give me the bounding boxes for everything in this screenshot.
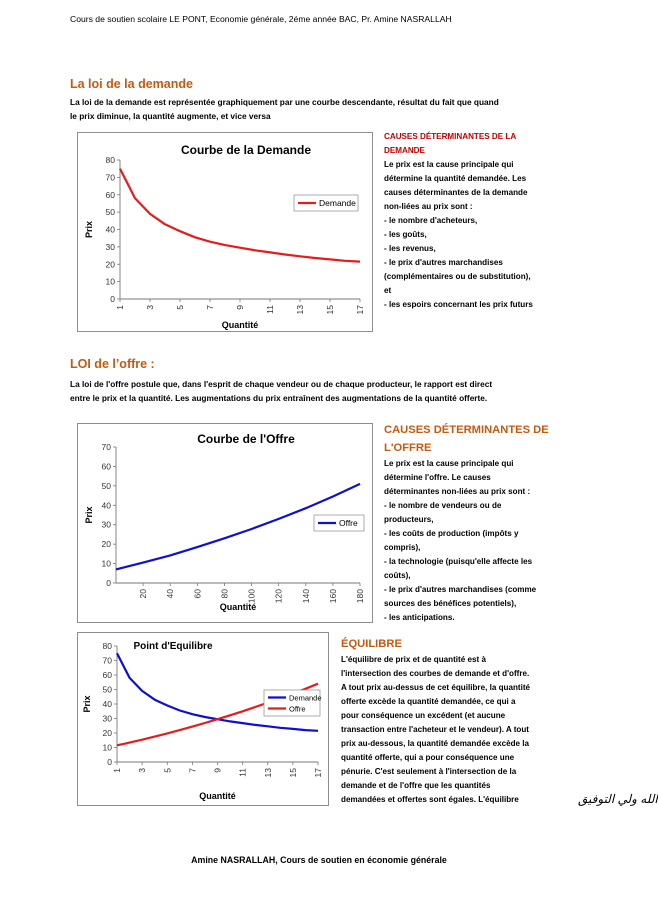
y-tick-label: 50 xyxy=(101,480,111,491)
x-tick-label: 7 xyxy=(205,305,215,310)
chart-title: Courbe de l'Offre xyxy=(197,432,295,446)
supply-cause-line: détermine l'offre. Le causes xyxy=(384,473,491,482)
demand-causes-title: DEMANDE xyxy=(384,146,425,155)
y-tick-label: 30 xyxy=(102,713,112,724)
y-tick-label: 70 xyxy=(101,442,111,452)
legend-label: Offre xyxy=(339,518,358,528)
supply-cause-line: déterminantes non-liées au prix sont : xyxy=(384,487,531,496)
demand-cause-line: - les espoirs concernant les prix futurs xyxy=(384,300,533,309)
supply-intro-line: La loi de l'offre postule que, dans l'esprit de chaque vendeur ou de chaque producteur, le rapport est direct xyxy=(70,379,493,389)
x-tick-label: 11 xyxy=(265,305,275,314)
x-tick-label: 3 xyxy=(137,768,148,773)
signature-calligraphy: الله ولي التوفيق xyxy=(578,792,658,806)
y-tick-label: 0 xyxy=(107,757,112,767)
supply-chart xyxy=(78,424,372,622)
supply-cause-line: - les anticipations. xyxy=(384,613,455,622)
x-tick-label: 9 xyxy=(212,768,223,773)
supply-cause-line: Le prix est la cause principale qui xyxy=(384,459,514,468)
supply-cause-line: - le prix d'autres marchandises (comme xyxy=(384,585,537,594)
demand-cause-line: - le prix d'autres marchandises xyxy=(384,258,503,267)
y-tick-label: 40 xyxy=(101,500,111,511)
demand-cause-line: - les revenus, xyxy=(384,244,436,253)
demand-causes xyxy=(384,130,533,312)
x-tick-label: 1 xyxy=(115,305,125,310)
y-tick-label: 20 xyxy=(101,539,111,550)
y-tick-label: 40 xyxy=(105,224,115,235)
supply-causes-title: L'OFFRE xyxy=(384,442,432,454)
legend-label: Offre xyxy=(289,704,306,714)
equilibrium-line: A tout prix au-dessus de cet équilibre, la quantité xyxy=(341,683,531,692)
supply-cause-line: - la technologie (puisqu'elle affecte les xyxy=(384,557,533,566)
x-tick-label: 7 xyxy=(187,768,198,773)
y-tick-label: 70 xyxy=(102,655,112,666)
chart-title: Point d'Equilibre xyxy=(133,641,213,652)
y-tick-label: 10 xyxy=(105,276,115,287)
equilibrium-line: demande et de l'offre que les quantités xyxy=(341,781,491,790)
x-tick-label: 140 xyxy=(300,589,311,604)
y-tick-label: 20 xyxy=(102,728,112,738)
y-axis-title: Prix xyxy=(84,506,94,524)
demand-cause-line: Le prix est la cause principale qui xyxy=(384,160,514,169)
x-tick-label: 160 xyxy=(327,589,338,604)
x-axis-title: Quantité xyxy=(221,320,259,330)
y-tick-label: 30 xyxy=(105,241,115,252)
x-axis-title: Quantité xyxy=(199,791,236,801)
demand-cause-line: - les goûts, xyxy=(384,230,427,239)
equilibrium-line: demandées et offertes sont égales. L'équilibre xyxy=(341,795,519,804)
x-tick-label: 5 xyxy=(162,768,173,773)
supply-causes xyxy=(384,421,549,625)
x-tick-label: 60 xyxy=(192,589,203,599)
supply-cause-line: - les coûts de production (impôts y xyxy=(384,529,519,538)
y-tick-label: 0 xyxy=(106,578,111,588)
x-axis-title: Quantité xyxy=(219,602,257,612)
y-tick-label: 80 xyxy=(102,641,112,651)
y-tick-label: 40 xyxy=(102,699,112,709)
demand-chart xyxy=(78,133,372,331)
demand-cause-line: et xyxy=(384,286,392,295)
supply-cause-line: producteurs, xyxy=(384,515,434,524)
supply-causes-title: CAUSES DÉTERMINANTES DE xyxy=(384,424,549,436)
y-tick-label: 70 xyxy=(105,172,115,183)
y-tick-label: 50 xyxy=(102,684,112,695)
demand-intro-line: le prix diminue, la quantité augmente, et vice versa xyxy=(70,111,271,121)
x-tick-label: 17 xyxy=(313,768,323,778)
demand-intro xyxy=(70,95,630,123)
x-tick-label: 180 xyxy=(355,589,365,604)
series-line-demande xyxy=(120,169,360,262)
equilibrium-line: l'intersection des courbes de demande et d'offre. xyxy=(341,669,530,678)
y-tick-label: 0 xyxy=(110,294,115,304)
legend-label: Demande xyxy=(289,693,322,703)
y-tick-label: 10 xyxy=(102,742,112,753)
supply-cause-line: coûts), xyxy=(384,571,411,580)
x-tick-label: 40 xyxy=(165,589,176,599)
x-tick-label: 15 xyxy=(287,768,298,778)
x-tick-label: 15 xyxy=(325,305,335,315)
y-tick-label: 60 xyxy=(105,189,115,200)
supply-intro xyxy=(70,377,630,405)
y-tick-label: 10 xyxy=(101,558,111,569)
x-tick-label: 20 xyxy=(138,589,149,599)
demand-cause-line: détermine la quantité demandée. Les xyxy=(384,174,527,183)
y-tick-label: 20 xyxy=(105,259,115,270)
x-tick-label: 120 xyxy=(273,589,284,604)
supply-cause-line: sources des bénéfices potentiels), xyxy=(384,599,517,608)
demand-cause-line: - le nombre d'acheteurs, xyxy=(384,216,478,225)
chart-title: Courbe de la Demande xyxy=(180,143,312,157)
supply-chart-frame xyxy=(77,423,373,623)
page-header: Cours de soutien scolaire LE PONT, Economie générale, 2éme année BAC, Pr. Amine NASRALLAH xyxy=(70,14,452,24)
y-axis-title: Prix xyxy=(82,695,92,713)
legend-label: Demande xyxy=(319,198,356,208)
x-tick-label: 13 xyxy=(262,768,273,778)
y-tick-label: 30 xyxy=(101,519,111,530)
demand-cause-line: (complémentaires ou de substitution), xyxy=(384,272,531,281)
equilibrium-title: ÉQUILIBRE xyxy=(341,638,402,650)
equilibrium-line: pénurie. C'est seulement à l'intersection de la xyxy=(341,767,517,776)
demand-intro-line: La loi de la demande est représentée graphiquement par une courbe descendante, résultat du fait que quand xyxy=(70,97,499,107)
x-tick-label: 9 xyxy=(235,305,245,310)
y-tick-label: 50 xyxy=(105,207,115,218)
equilibrium-chart xyxy=(78,633,328,805)
equilibrium-chart-frame xyxy=(77,632,329,806)
y-tick-label: 60 xyxy=(101,461,111,472)
demand-cause-line: causes déterminantes de la demande xyxy=(384,188,528,197)
supply-cause-line: - le nombre de vendeurs ou de xyxy=(384,501,502,510)
demand-cause-line: non-liées au prix sont : xyxy=(384,202,473,211)
x-tick-label: 11 xyxy=(237,768,248,777)
x-tick-label: 1 xyxy=(112,768,122,773)
demand-chart-frame xyxy=(77,132,373,332)
demand-section-title: La loi de la demande xyxy=(70,77,193,91)
equilibrium-line: L'équilibre de prix et de quantité est à xyxy=(341,655,486,664)
y-tick-label: 80 xyxy=(105,155,115,165)
supply-cause-line: compris), xyxy=(384,543,421,552)
x-tick-label: 3 xyxy=(145,305,155,310)
x-tick-label: 13 xyxy=(295,305,305,315)
equilibrium-text xyxy=(341,635,530,807)
x-tick-label: 17 xyxy=(355,305,365,315)
equilibrium-line: quantité offerte, qui a pour conséquence une xyxy=(341,753,515,762)
supply-section-title: LOI de l’offre : xyxy=(70,357,155,371)
equilibrium-line: transaction entre l'acheteur et le vendeur). A tout xyxy=(341,725,529,734)
supply-intro-line: entre le prix et la quantité. Les augmentations du prix entraînent des augmentations de la quantité offerte. xyxy=(70,393,488,403)
x-tick-label: 100 xyxy=(246,589,257,604)
y-axis-title: Prix xyxy=(84,220,94,239)
equilibrium-line: prix au-dessous, la quantité demandée excède la xyxy=(341,739,530,748)
x-tick-label: 80 xyxy=(219,589,230,599)
equilibrium-line: offerte excède la quantité demandée, ce qui a xyxy=(341,697,516,706)
equilibrium-line: pour conséquence un excédent (et aucune xyxy=(341,711,506,720)
x-tick-label: 5 xyxy=(175,305,185,310)
demand-causes-title: CAUSES DÉTERMINANTES DE LA xyxy=(384,132,517,141)
y-tick-label: 60 xyxy=(102,670,112,680)
page-footer: Amine NASRALLAH, Cours de soutien en économie générale xyxy=(191,855,447,865)
